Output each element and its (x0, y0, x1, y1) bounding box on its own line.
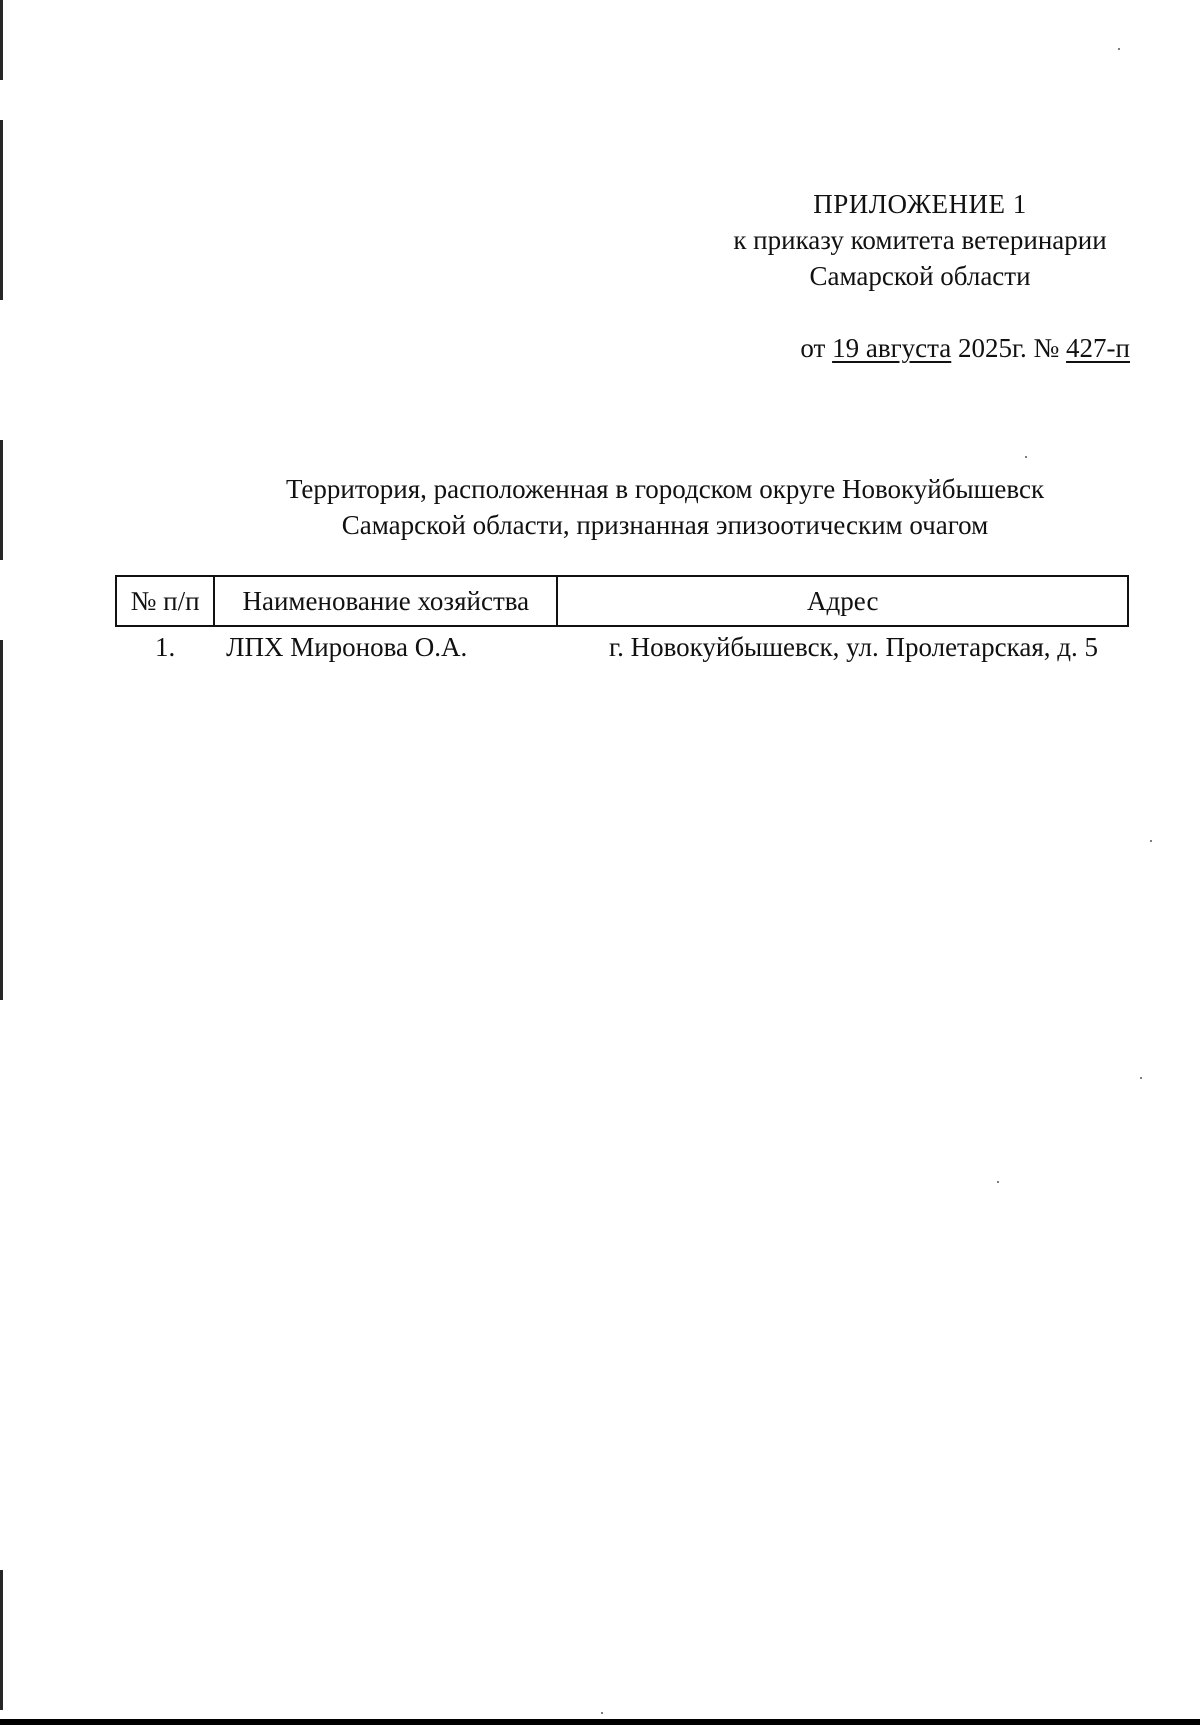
scan-bottom-edge (0, 1719, 1200, 1725)
scan-speck (1118, 48, 1120, 50)
appendix-region: Самарской области (809, 261, 1031, 291)
document-title (200, 471, 1130, 543)
scan-edge-artifact (0, 1570, 3, 1710)
table-header-row (116, 576, 1128, 626)
appendix-subtitle: к приказу комитета ветеринарии (733, 225, 1107, 255)
order-reference (800, 330, 1130, 366)
territory-table (115, 575, 1129, 667)
appendix-header (700, 186, 1140, 294)
cell-address: г. Новокуйбышевск, ул. Пролетарская, д. 5 (609, 631, 1098, 662)
scan-speck (1140, 1077, 1142, 1079)
order-number-sign: № (1033, 333, 1060, 363)
order-year: 2025г. (958, 333, 1027, 363)
order-number: 427-п (1066, 333, 1130, 363)
scan-speck (1025, 456, 1027, 458)
title-line-2: Самарской области, признанная эпизоотическим очагом (341, 510, 989, 540)
order-prefix: от (800, 333, 826, 363)
table-row (116, 626, 1128, 667)
column-header-number: № п/п (116, 576, 214, 626)
scan-speck (997, 1181, 999, 1183)
scan-speck (1150, 840, 1152, 842)
order-date: 19 августа (832, 333, 952, 363)
appendix-title: ПРИЛОЖЕНИЕ 1 (813, 189, 1027, 219)
cell-farm-name: ЛПХ Миронова О.А. (226, 631, 468, 662)
scan-speck (601, 1712, 603, 1714)
column-header-farm-name: Наименование хозяйства (214, 576, 557, 626)
column-header-address: Адрес (557, 576, 1128, 626)
title-line-1: Территория, расположенная в городском округе Новокуйбышевск (285, 474, 1045, 504)
scan-edge-artifact (0, 0, 3, 1000)
cell-number: 1. (154, 631, 176, 662)
